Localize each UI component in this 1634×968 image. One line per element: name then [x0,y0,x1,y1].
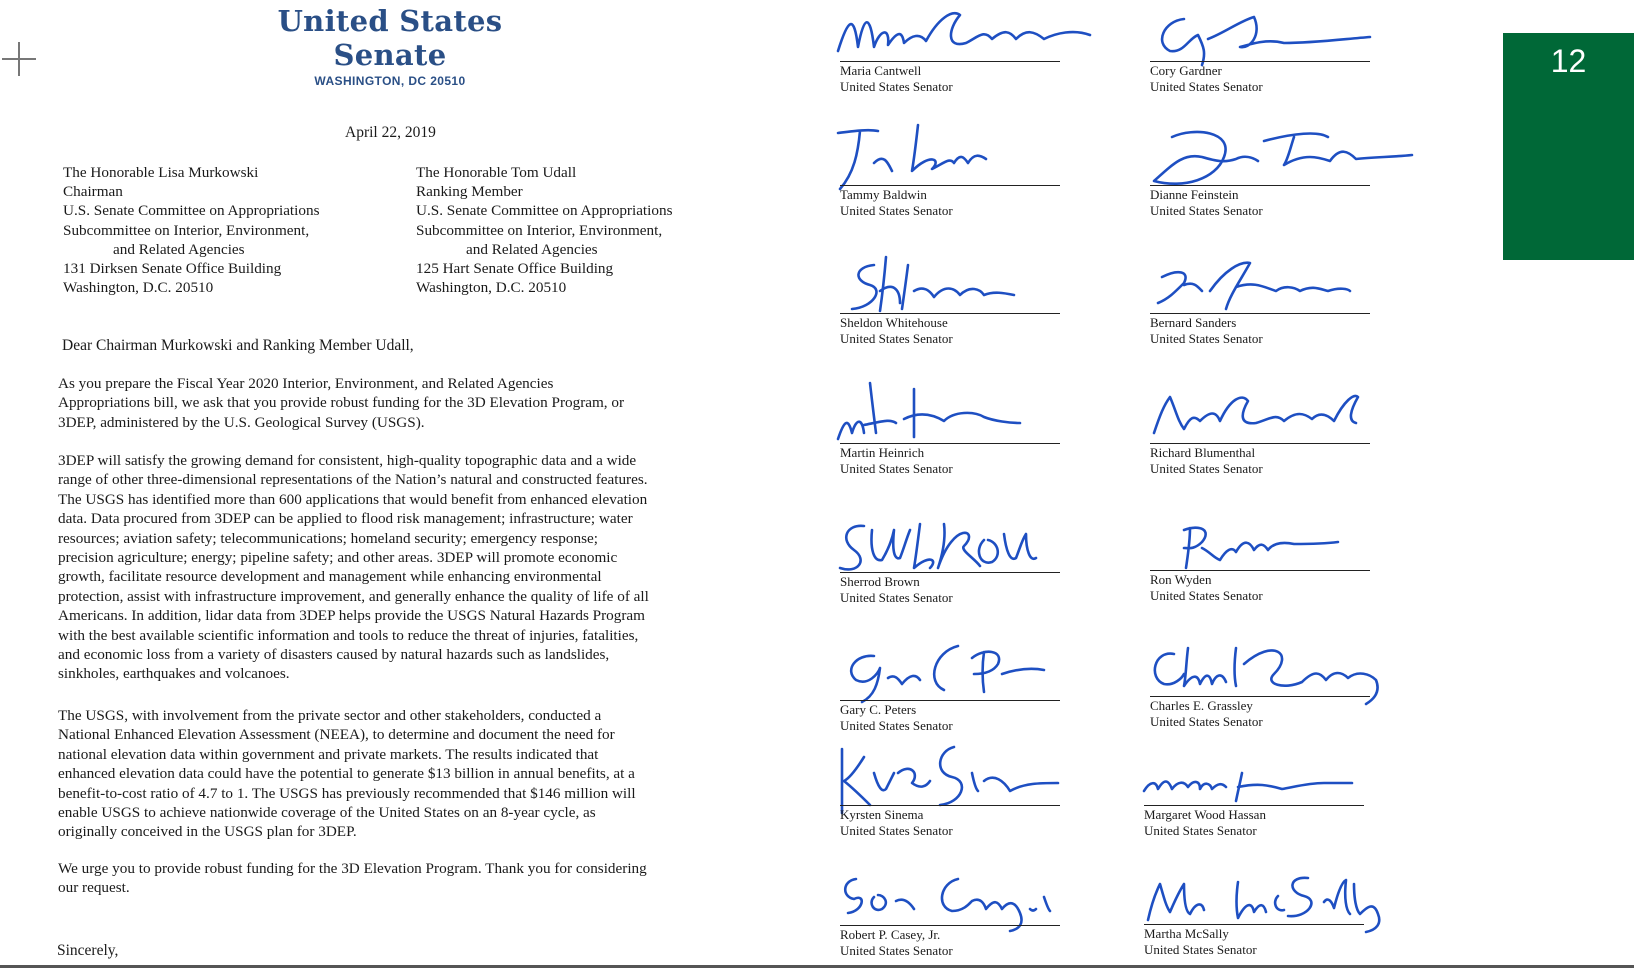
address-line: and Related Agencies [113,240,245,258]
signer-title: United States Senator [840,79,953,94]
body-paragraph-4 [58,859,730,898]
signature-image [1144,381,1444,451]
signer-title: United States Senator [1144,942,1257,957]
body-line: Americans. In addition, lidar data from 3DEP helps provide the USGS Natural Hazards Program [58,607,645,625]
address-line: and Related Agencies [466,240,598,258]
address-line: Subcommittee on Interior, Environment, [416,221,663,239]
signer-title: United States Senator [840,331,953,346]
signature-line [1144,805,1364,806]
recipient-block-murkowski [63,163,319,297]
signature-image [834,863,1134,933]
body-line: range of other three-dimensional representations of the Nation’s natural and constructed features. [58,471,648,489]
signature-line [840,185,1060,186]
signer-name: Martha McSally [1144,926,1229,941]
signature-image [1138,862,1438,932]
signer-name: Sherrod Brown [840,574,920,589]
body-paragraph-3 [58,706,730,842]
signer-name: Maria Cantwell [840,63,922,78]
signer-name: Ron Wyden [1150,572,1212,587]
closing: Sincerely, [57,942,119,959]
signer-name: Cory Gardner [1150,63,1222,78]
signer-name: Richard Blumenthal [1150,445,1256,460]
body-line: national elevation data within government and private markets. The results indicated that [58,745,599,763]
body-line: benefit-to-cost ratio of 4.7 to 1. The USGS has previously recommended that $146 million will [58,784,636,802]
address-line: U.S. Senate Committee on Appropriations [416,202,673,220]
body-line: The USGS, with involvement from the private sector and other stakeholders, conducted a [58,707,602,724]
letterhead-subtitle: WASHINGTON, DC 20510 [314,74,466,88]
signature-line [840,700,1060,701]
signer-title: United States Senator [1150,79,1263,94]
address-line: Chairman [63,183,123,201]
signer-name: Dianne Feinstein [1150,187,1239,202]
signer-name: Tammy Baldwin [840,187,927,202]
signature-line [1144,924,1364,925]
signature-image [1144,251,1444,321]
body-line: resources; aviation safety; telecommunications; homeland security; emergency response; [58,529,598,547]
signer-title: United States Senator [840,461,953,476]
signer-name: Bernard Sanders [1150,315,1237,330]
address-line: U.S. Senate Committee on Appropriations [63,202,320,220]
signature-image [1138,743,1438,813]
signature-line [1150,61,1370,62]
signature-image [834,123,1134,193]
signer-title: United States Senator [840,203,953,218]
signature-line [1150,185,1370,186]
signer-title: United States Senator [1150,588,1263,603]
signer-name: Charles E. Grassley [1150,698,1253,713]
page-number-badge [1503,33,1634,260]
signature-line [840,805,1060,806]
signature-line [840,443,1060,444]
letterhead-title: United States Senate [277,4,503,72]
body-line: We urge you to provide robust funding for the 3D Elevation Program. Thank you for considering [58,860,647,877]
body-line: sinkholes, earthquakes and volcanoes. [58,665,290,683]
signature-image [834,0,1134,69]
body-line: The USGS has identified more than 600 applications that would benefit from enhanced elevation [58,490,648,508]
address-line: The Honorable Lisa Murkowski [63,164,259,181]
address-line: Subcommittee on Interior, Environment, [63,221,310,239]
body-line: and economic loss from a variety of disasters caused by natural hazards such as landslides, [58,646,610,664]
body-line: originally conceived in the USGS plan for 3DEP. [58,823,357,841]
address-line: The Honorable Tom Udall [416,164,577,181]
signature-image [1144,0,1444,69]
body-line: precision agriculture; energy; pipeline safety; and other areas. 3DEP will promote economic [58,549,618,567]
signer-title: United States Senator [840,590,953,605]
signer-title: United States Senator [840,943,953,958]
signature-image [1144,508,1444,578]
signer-name: Robert P. Casey, Jr. [840,927,941,942]
signature-image [834,510,1134,580]
address-line: Washington, D.C. 20510 [63,279,214,297]
signature-image [834,743,1134,813]
address-line: Washington, D.C. 20510 [416,279,567,297]
signer-title: United States Senator [1150,714,1263,729]
address-line: 125 Hart Senate Office Building [416,260,614,278]
body-line: National Enhanced Elevation Assessment (NEEA), to determine and document the need for [58,726,615,744]
body-line: our request. [58,879,130,897]
signature-image [1144,634,1444,704]
signer-name: Martin Heinrich [840,445,925,460]
signer-name: Gary C. Peters [840,702,917,717]
body-paragraph-1 [58,374,730,432]
signer-title: United States Senator [1150,203,1263,218]
letterhead [240,4,540,88]
signature-line [840,925,1060,926]
signature-line [1150,696,1370,697]
body-line: 3DEP, administered by the U.S. Geological Survey (USGS). [58,413,425,431]
address-line: 131 Dirksen Senate Office Building [63,260,282,278]
add-icon[interactable] [2,42,36,76]
address-line: Ranking Member [416,183,523,201]
letter-date: April 22, 2019 [345,124,436,141]
signer-title: United States Senator [1150,461,1263,476]
body-line: growth, facilitate resource development and management while enhancing environmental [58,568,602,586]
body-line: enhanced elevation data could have the potential to generate $13 billion in annual benefits, at a [58,765,635,783]
body-line: Appropriations bill, we ask that you provide robust funding for the 3D Elevation Program, or [58,394,625,412]
signature-image [834,251,1134,321]
body-line: with the best available scientific information and tools to reduce the threat of injuries, fatalities, [58,626,639,644]
signer-title: United States Senator [840,823,953,838]
signature-line [1150,570,1370,571]
signature-line [1150,443,1370,444]
signer-title: United States Senator [840,718,953,733]
signer-name: Kyrsten Sinema [840,807,924,822]
body-line: As you prepare the Fiscal Year 2020 Interior, Environment, and Related Agencies [58,375,554,392]
body-line: data. Data procured from 3DEP can be applied to flood risk management; infrastructure; water [58,510,633,528]
signature-image [1144,123,1444,193]
signer-title: United States Senator [1150,331,1263,346]
signature-line [1150,313,1370,314]
signer-name: Sheldon Whitehouse [840,315,948,330]
signer-title: United States Senator [1144,823,1257,838]
signature-image [834,381,1134,451]
body-line: enable USGS to achieve nationwide coverage of the United States on an 8-year cycle, as [58,804,596,822]
body-paragraph-2 [58,451,730,684]
page-number: 12 [1550,43,1587,79]
signature-line [840,61,1060,62]
body-line: 3DEP will satisfy the growing demand for consistent, high-quality topographic data and a wide [58,452,637,469]
signature-line [840,313,1060,314]
recipient-block-udall [416,163,672,297]
signature-line [840,572,1060,573]
signer-name: Margaret Wood Hassan [1144,807,1266,822]
salutation: Dear Chairman Murkowski and Ranking Member Udall, [62,337,414,354]
signature-image [834,638,1134,708]
body-line: protection, assist with infrastructure improvement, and generally enhance the quality of life of all [58,587,649,605]
